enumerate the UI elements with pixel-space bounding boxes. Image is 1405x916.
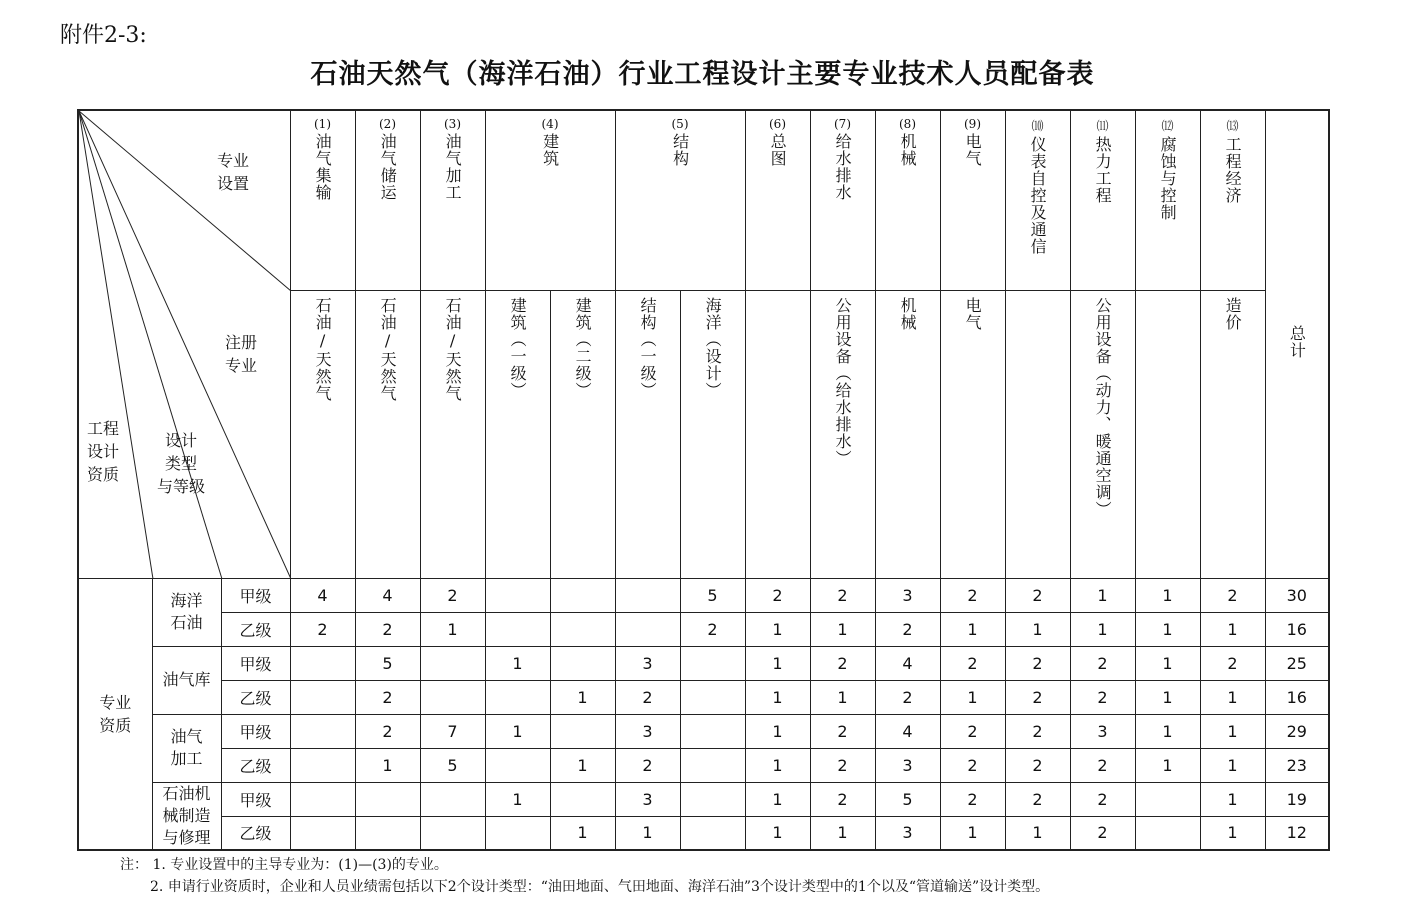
staff-count-cell: [1135, 782, 1200, 816]
design-type-cell: 油气 加工: [152, 714, 221, 782]
table-row: [78, 612, 1329, 646]
registered-header: [1135, 290, 1200, 578]
staff-count-cell: [485, 578, 550, 612]
staff-count-cell: 1: [1135, 748, 1200, 782]
specialty-header: (2) 油气储运: [355, 110, 420, 290]
staff-count-cell: [355, 816, 420, 850]
registered-header: 海洋︵设计︶: [680, 290, 745, 578]
registered-header: [745, 290, 810, 578]
staff-count-cell: 2: [680, 612, 745, 646]
staff-count-cell: 1: [615, 816, 680, 850]
staff-count-cell: 2: [1070, 748, 1135, 782]
staff-count-cell: [485, 612, 550, 646]
staff-count-cell: 3: [875, 578, 940, 612]
page-title: 石油天然气（海洋石油）行业工程设计主要专业技术人员配备表: [310, 59, 1095, 90]
attachment-label: 附件2-3:: [60, 23, 147, 48]
staff-count-cell: 1: [745, 748, 810, 782]
staff-count-cell: 1: [1200, 714, 1265, 748]
specialty-header: (8) 机械: [875, 110, 940, 290]
staff-count-cell: 1: [810, 612, 875, 646]
total-cell: 19: [1265, 782, 1329, 816]
qualification-label: 工程 设计 资质: [87, 419, 120, 485]
registered-header: 机械: [875, 290, 940, 578]
staff-count-cell: 1: [940, 612, 1005, 646]
staff-count-cell: [290, 646, 355, 680]
staff-count-cell: [290, 680, 355, 714]
staff-count-cell: 1: [550, 680, 615, 714]
staff-count-cell: 1: [1135, 646, 1200, 680]
grade-cell: 甲级: [221, 714, 290, 748]
staff-count-cell: 2: [1070, 782, 1135, 816]
registered-header: 造价: [1200, 290, 1265, 578]
staff-count-cell: 2: [355, 714, 420, 748]
staff-count-cell: 1: [1070, 612, 1135, 646]
staff-count-cell: [680, 782, 745, 816]
staff-count-cell: 3: [615, 782, 680, 816]
staff-count-cell: 1: [810, 816, 875, 850]
total-cell: 29: [1265, 714, 1329, 748]
registered-header: 结构︵一级︶: [615, 290, 680, 578]
staff-count-cell: 1: [355, 748, 420, 782]
staff-count-cell: 2: [745, 578, 810, 612]
staff-count-cell: 1: [745, 782, 810, 816]
staff-count-cell: 1: [1200, 816, 1265, 850]
staff-count-cell: [485, 680, 550, 714]
staff-count-cell: 4: [355, 578, 420, 612]
staff-count-cell: [420, 680, 485, 714]
table-row: [78, 816, 1329, 850]
staff-count-cell: 1: [1200, 748, 1265, 782]
registered-specialty-label: 注册 专业: [225, 333, 258, 376]
staff-count-cell: [615, 578, 680, 612]
registered-header: 电气: [940, 290, 1005, 578]
staff-count-cell: [420, 646, 485, 680]
staff-count-cell: 1: [485, 782, 550, 816]
staff-count-cell: 1: [1200, 680, 1265, 714]
staff-count-cell: 1: [485, 646, 550, 680]
staff-count-cell: 1: [745, 680, 810, 714]
grade-cell: 甲级: [221, 578, 290, 612]
staff-count-cell: 1: [810, 680, 875, 714]
grade-cell: 乙级: [221, 680, 290, 714]
staff-count-cell: 3: [875, 816, 940, 850]
staff-count-cell: 2: [940, 646, 1005, 680]
staff-count-cell: [290, 714, 355, 748]
note-line-1: 注： 1. 专业设置中的主导专业为：(1)—(3)的专业。: [120, 857, 448, 873]
staff-count-cell: 1: [940, 816, 1005, 850]
staff-count-cell: 2: [810, 578, 875, 612]
total-cell: 23: [1265, 748, 1329, 782]
corner-diagonals: [79, 111, 291, 579]
staff-count-cell: 2: [1200, 646, 1265, 680]
registered-header: [1005, 290, 1070, 578]
header-corner: [78, 110, 290, 578]
registered-header: 石油/天然气: [420, 290, 485, 578]
staff-count-cell: [680, 714, 745, 748]
staff-count-cell: 2: [810, 782, 875, 816]
staff-count-cell: [290, 782, 355, 816]
staff-count-cell: 4: [875, 646, 940, 680]
staff-count-cell: 2: [355, 612, 420, 646]
staff-count-cell: 2: [1005, 782, 1070, 816]
table-row: [78, 680, 1329, 714]
staff-count-cell: 2: [875, 680, 940, 714]
staff-count-cell: [550, 782, 615, 816]
specialty-header: ⑿ 腐蚀与控制: [1135, 110, 1200, 290]
qualification-category: 专业 资质: [78, 578, 152, 850]
specialty-header: (3) 油气加工: [420, 110, 485, 290]
registered-header: 建筑︵一级︶: [485, 290, 550, 578]
specialty-header: (9) 电气: [940, 110, 1005, 290]
specialty-header: (1) 油气集输: [290, 110, 355, 290]
table-row: [78, 646, 1329, 680]
table-row: [78, 782, 1329, 816]
staff-count-cell: 2: [355, 680, 420, 714]
registered-header: 石油/天然气: [290, 290, 355, 578]
staff-count-cell: 2: [940, 782, 1005, 816]
total-cell: 25: [1265, 646, 1329, 680]
design-type-cell: 油气库: [152, 646, 221, 714]
specialty-header: ⑾ 热力工程: [1070, 110, 1135, 290]
grade-cell: 甲级: [221, 782, 290, 816]
staff-count-cell: 2: [615, 680, 680, 714]
note-line-2: 2. 申请行业资质时，企业和人员业绩需包括以下2个设计类型：“油田地面、气田地面、海洋石油”3个设计类型中的1个以及“管道输送”设计类型。: [150, 878, 1050, 895]
specialty-setting-label: 专业 设置: [217, 151, 250, 194]
total-cell: 30: [1265, 578, 1329, 612]
staff-count-cell: 1: [1200, 782, 1265, 816]
staff-count-cell: 2: [1070, 646, 1135, 680]
registered-header: 公用设备︵给水排水︶: [810, 290, 875, 578]
specialty-header: ⒀ 工程经济: [1200, 110, 1265, 290]
staff-count-cell: 2: [1070, 680, 1135, 714]
staff-count-cell: 2: [940, 578, 1005, 612]
staff-count-cell: 2: [1200, 578, 1265, 612]
registered-header: 建筑︵二级︶: [550, 290, 615, 578]
staff-count-cell: [420, 782, 485, 816]
staff-count-cell: 2: [1070, 816, 1135, 850]
table-row: [78, 748, 1329, 782]
table-row: [78, 714, 1329, 748]
staff-count-cell: 2: [290, 612, 355, 646]
staff-count-cell: [680, 748, 745, 782]
staff-count-cell: [680, 816, 745, 850]
staff-count-cell: [290, 748, 355, 782]
total-cell: 12: [1265, 816, 1329, 850]
staff-count-cell: 2: [1005, 714, 1070, 748]
staff-count-cell: 1: [550, 816, 615, 850]
staff-count-cell: 2: [420, 578, 485, 612]
staff-count-cell: 1: [1135, 680, 1200, 714]
staff-count-cell: 4: [290, 578, 355, 612]
staff-count-cell: 1: [485, 714, 550, 748]
staff-count-cell: 1: [745, 612, 810, 646]
specialty-header: (5) 结构: [615, 110, 745, 290]
staff-count-cell: 2: [810, 714, 875, 748]
staff-count-cell: 2: [940, 714, 1005, 748]
staff-count-cell: [615, 612, 680, 646]
staff-count-cell: [680, 646, 745, 680]
staff-count-cell: [680, 680, 745, 714]
staff-count-cell: [355, 782, 420, 816]
staff-count-cell: 3: [615, 714, 680, 748]
staff-count-cell: 1: [1005, 816, 1070, 850]
staff-count-cell: 3: [1070, 714, 1135, 748]
staff-count-cell: 1: [420, 612, 485, 646]
specialty-header: ⑽ 仪表自控及通信: [1005, 110, 1070, 290]
staff-count-cell: 2: [1005, 646, 1070, 680]
staff-count-cell: 1: [550, 748, 615, 782]
staff-count-cell: 1: [1135, 714, 1200, 748]
design-type-cell: 石油机 械制造 与修理: [152, 782, 221, 850]
staff-count-cell: [485, 816, 550, 850]
staff-count-cell: 2: [1005, 748, 1070, 782]
staff-count-cell: 2: [615, 748, 680, 782]
registered-header: 公用设备︵动力、暖通空调︶: [1070, 290, 1135, 578]
design-type-cell: 海洋 石油: [152, 578, 221, 646]
staff-count-cell: 2: [810, 646, 875, 680]
staff-count-cell: 1: [940, 680, 1005, 714]
staff-count-cell: 2: [1005, 680, 1070, 714]
staff-count-cell: 3: [875, 748, 940, 782]
staff-count-cell: [290, 816, 355, 850]
staff-count-cell: 1: [745, 646, 810, 680]
staff-count-cell: 4: [875, 714, 940, 748]
total-cell: 16: [1265, 612, 1329, 646]
staff-count-cell: 2: [1005, 578, 1070, 612]
specialty-header: (6) 总图: [745, 110, 810, 290]
specialty-header: (7) 给水排水: [810, 110, 875, 290]
staff-count-cell: 1: [1070, 578, 1135, 612]
grade-cell: 乙级: [221, 612, 290, 646]
staff-count-cell: 1: [745, 714, 810, 748]
staff-count-cell: 5: [420, 748, 485, 782]
staff-count-cell: [550, 714, 615, 748]
staff-count-cell: 7: [420, 714, 485, 748]
design-type-grade-label: 设计 类型 与等级: [157, 431, 206, 497]
grade-cell: 甲级: [221, 646, 290, 680]
total-cell: 16: [1265, 680, 1329, 714]
grade-cell: 乙级: [221, 748, 290, 782]
staff-count-cell: 5: [875, 782, 940, 816]
staff-count-cell: 5: [680, 578, 745, 612]
total-header: 总计: [1265, 110, 1329, 578]
staff-count-cell: [420, 816, 485, 850]
staff-count-cell: [550, 646, 615, 680]
staff-count-cell: [1135, 816, 1200, 850]
registered-header: 石油/天然气: [355, 290, 420, 578]
grade-cell: 乙级: [221, 816, 290, 850]
table-body: [78, 578, 1329, 850]
staff-count-cell: 1: [745, 816, 810, 850]
staff-count-cell: [550, 612, 615, 646]
staff-count-cell: [550, 578, 615, 612]
staff-count-cell: 2: [940, 748, 1005, 782]
staff-count-cell: 3: [615, 646, 680, 680]
staff-count-cell: 1: [1135, 578, 1200, 612]
staff-count-cell: 1: [1200, 612, 1265, 646]
staff-count-cell: 2: [875, 612, 940, 646]
staffing-table: [77, 109, 1330, 851]
table-row: [78, 578, 1329, 612]
specialty-header: (4) 建筑: [485, 110, 615, 290]
notes: [120, 855, 1049, 898]
staff-count-cell: 5: [355, 646, 420, 680]
staff-count-cell: 2: [810, 748, 875, 782]
staff-count-cell: [485, 748, 550, 782]
staff-count-cell: 1: [1005, 612, 1070, 646]
staff-count-cell: 1: [1135, 612, 1200, 646]
